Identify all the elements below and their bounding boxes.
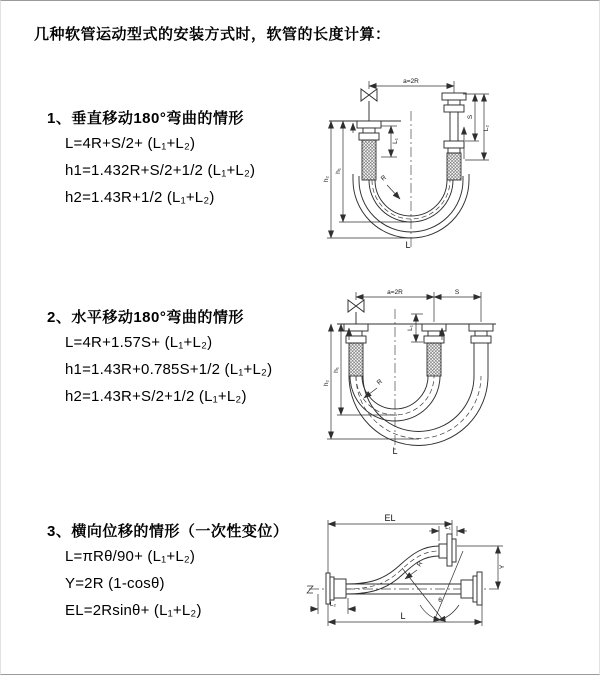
diagram-lateral-displacement [301,506,600,656]
length-label: L [405,240,411,250]
dim-label-h2: h₂ [323,175,330,183]
dim-label-l2: L₂ [329,601,337,608]
section-3-heading: 3、横向位移的情形（一次性变位） [47,523,289,540]
dim-label-s: S [467,114,474,120]
dim-label-h1: h₁ [335,168,342,174]
section-2-formula-h1: h1=1.43R+0.785S+1/2 (L₁+L₂) [65,361,273,378]
diagram-horizontal-180-bend [311,284,596,456]
diagram-vertical-180-bend [313,73,588,261]
dim-label-h2: h₂ [323,379,330,387]
radius-label: R [375,378,384,387]
length-label: L [400,611,406,621]
dimension-lines [310,520,503,626]
section-1-formula-L: L=4R+S/2+ (L₁+L₂) [65,135,196,152]
dim-label-a2r: a=2R [387,289,403,296]
section-3-formula-Y: Y=2R (1-cosθ) [65,575,165,592]
dim-label-a2r: a=2R [403,78,419,85]
dim-label-l1: L₁ [392,138,399,144]
dimension-lines [327,81,489,238]
hose-outline [326,534,482,605]
section-2-formula-h2: h2=1.43R+S/2+1/2 (L₁+L₂) [65,388,247,405]
section-1-formula-h1: h1=1.432R+S/2+1/2 (L₁+L₂) [65,162,256,179]
dim-label-l1: L₁ [407,325,414,331]
section-3-formula-L: L=πRθ/90+ (L₁+L₂) [65,548,196,565]
section-1-formula-h2: h2=1.43R+1/2 (L₁+L₂) [65,189,215,206]
dim-label-h1: h₁ [333,367,340,373]
section-1-heading: 1、垂直移动180°弯曲的情形 [47,110,244,127]
radius-label: R [415,560,425,569]
angle-label: θ [438,597,442,604]
valve-icon [348,300,364,324]
section-3-formula-EL: EL=2Rsinθ+ (L₁+L₂) [65,602,202,619]
valve-icon [361,89,377,121]
dim-label-el: EL [384,513,396,523]
length-label: L [392,446,398,456]
section-2-heading: 2、水平移动180°弯曲的情形 [47,309,244,326]
break-mark [307,586,313,593]
dim-label-l2: L₂ [483,124,490,132]
hose-outline [329,93,469,238]
page-title: 几种软管运动型式的安装方式时，软管的长度计算： [34,26,391,43]
dim-label-l1: L₁ [445,524,451,531]
radius-label: R [379,174,388,183]
dimension-labels [323,78,490,250]
section-2-formula-L: L=4R+1.57S+ (L₁+L₂) [65,334,213,351]
dim-label-y: Y [499,564,506,570]
dim-label-s: S [454,289,460,296]
